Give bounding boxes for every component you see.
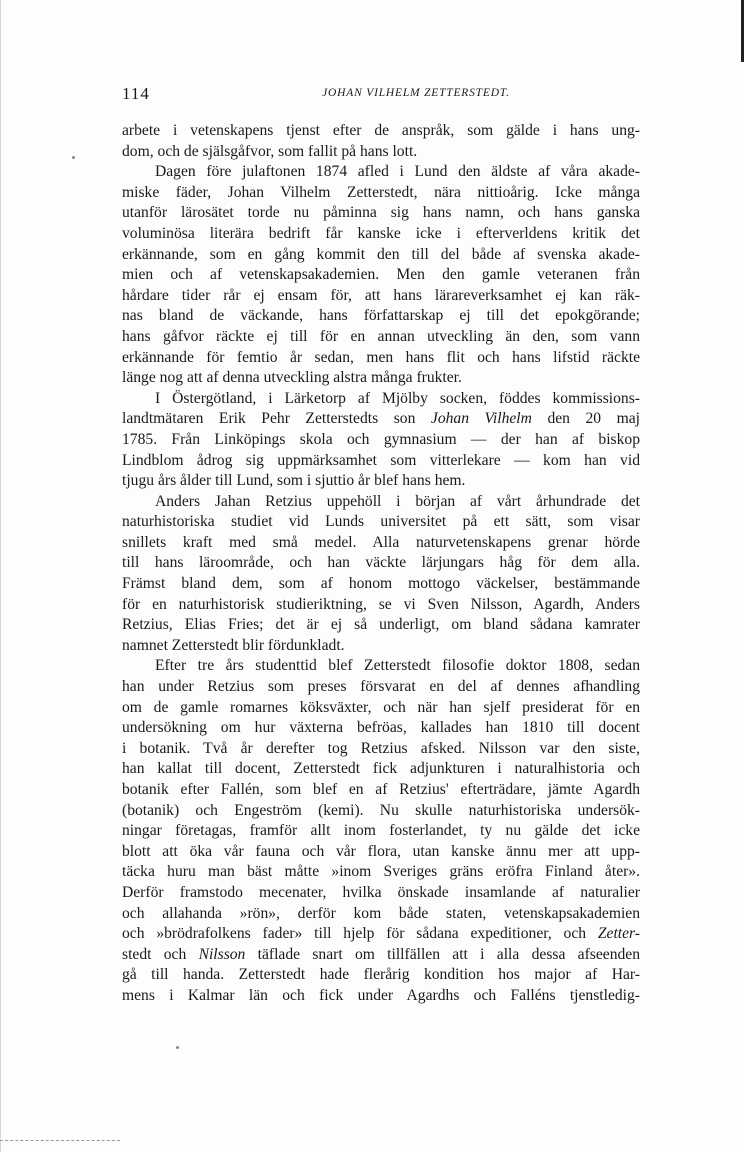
text-line: Derför framstodo mecenater, hvilka önskade insamlande af naturalier bbox=[122, 883, 640, 901]
text-line: (botanik) och Engeström (kemi). Nu skulle naturhistoriska undersök- bbox=[122, 801, 640, 819]
page-header bbox=[122, 84, 650, 108]
text-line: utanför lärosätet torde nu påminna sig hans namn, och hans ganska bbox=[122, 204, 640, 222]
text-line: stedt och Nilsson täflade snart om tillfällen att i alla dessa afseenden bbox=[122, 945, 641, 963]
text-line: botanik efter Fallén, som blef en af Retzius' efterträdare, jämte Agardh bbox=[122, 781, 640, 798]
text-line: i botanik. Två år derefter tog Retzius afsked. Nilsson var den siste, bbox=[122, 739, 640, 757]
text-line: I Östergötland, i Lärketorp af Mjölby socken, föddes kommissions- bbox=[155, 389, 640, 407]
scan-bottom-line bbox=[0, 1140, 120, 1142]
text-line: Anders Jahan Retzius uppehöll i början af vårt århundrade det bbox=[155, 492, 640, 510]
text-line: länge nog att af denna utveckling alstra många frukter. bbox=[122, 369, 462, 387]
text-line: mens i Kalmar län och fick under Agardhs och Falléns tjenstledig- bbox=[122, 986, 640, 1004]
text-line: hans gåfvor räckte ej till för en annan utveckling än den, som vann bbox=[122, 327, 640, 345]
running-head: JOHAN VILHELM ZETTERSTEDT. bbox=[322, 87, 510, 99]
text-line: Retzius, Elias Fries; det är ej så underligt, om bland sådana kamrater bbox=[122, 616, 640, 634]
text-line: gå till handa. Zetterstedt hade flerårig kondition hos major af Har- bbox=[122, 966, 640, 984]
text-line: om de gamle romarnes köksväxter, och när han sjelf presiderat för en bbox=[122, 698, 640, 716]
text-line: erkännande, som en gång kommit den till del både af svenska akade- bbox=[122, 245, 640, 263]
body-text bbox=[122, 121, 640, 1007]
text-line: täcka huru man bäst måtte »inom Sveriges gräns eröfra Finland åter». bbox=[122, 863, 640, 881]
text-line: voluminösa literära bedrift får kanske icke i efterverldens kritik det bbox=[122, 224, 640, 242]
text-line: snillets kraft med små medel. Alla naturvetenskapens grenar hörde bbox=[122, 533, 640, 551]
text-line: blott att öka vår fauna och vår flora, utan kanske ännu mer att upp- bbox=[122, 842, 640, 860]
text-line: ningar företagas, framför allt inom fosterlandet, ty nu gälde det icke bbox=[122, 822, 640, 840]
text-line: landtmätaren Erik Pehr Zetterstedts son Johan Vilhelm den 20 maj bbox=[122, 410, 640, 428]
text-line: och allahanda »rön», derför kom både staten, vetenskapsakademien bbox=[122, 904, 640, 922]
text-line: erkännande för femtio år sedan, men hans flit och hans lifstid räckte bbox=[122, 348, 640, 366]
text-line: Lindblom ådrog sig uppmärksamhet som vitterlekare — kom han vid bbox=[122, 451, 640, 469]
text-line: Efter tre års studenttid blef Zetterstedt filosofie doktor 1808, sedan bbox=[155, 657, 640, 675]
text-line: nas bland de väckande, hans författarskap ej till det epokgörande; bbox=[122, 307, 640, 325]
scan-edge-line bbox=[0, 0, 1, 1152]
page-number: 114 bbox=[122, 84, 150, 103]
text-line: Främst bland dem, som af honom mottogo väckelser, bestämmande bbox=[122, 575, 640, 593]
text-line: mien och af vetenskapsakademien. Men den gamle veteranen från bbox=[122, 266, 640, 284]
stray-mark bbox=[72, 156, 75, 159]
stray-mark bbox=[176, 1046, 179, 1049]
text-line: tjugu års ålder till Lund, som i sjuttio år blef hans hem. bbox=[122, 472, 466, 490]
text-line: han kallat till docent, Zetterstedt fick adjunkturen i naturalhistoria och bbox=[122, 760, 640, 778]
text-line: naturhistoriska studiet vid Lunds universitet på ett sätt, som visar bbox=[122, 513, 640, 531]
text-line: 1785. Från Linköpings skola och gymnasium — der han af biskop bbox=[122, 430, 640, 448]
text-line: dom, och de själsgåfvor, som fallit på hans lott. bbox=[122, 142, 418, 160]
text-line: arbete i vetenskapens tjenst efter de anspråk, som gälde i hans ung- bbox=[122, 122, 640, 139]
text-line: miske fäder, Johan Vilhelm Zetterstedt, nära nittioårig. Icke många bbox=[122, 183, 640, 201]
text-line: Dagen före julaftonen 1874 afled i Lund den äldste af våra akade- bbox=[155, 163, 640, 181]
text-line: för en naturhistorisk studieriktning, se vi Sven Nilsson, Agardh, Anders bbox=[122, 595, 640, 613]
text-line: han under Retzius som preses försvarat en del af dennes afhandling bbox=[122, 678, 640, 696]
text-line: hårdare tider rår ej ensam för, att hans lärareverksamhet ej kan räk- bbox=[122, 286, 640, 304]
text-line: namnet Zetterstedt blir fördunkladt. bbox=[122, 636, 345, 654]
text-line: till hans läroområde, och han väckte lärjungars håg för dem alla. bbox=[122, 554, 640, 572]
text-line: och »brödrafolkens fader» till hjelp för sådana expeditioner, och Zetter- bbox=[122, 925, 640, 943]
text-line: undersökning om hur växterna befröas, kallades han 1810 till docent bbox=[122, 719, 640, 737]
